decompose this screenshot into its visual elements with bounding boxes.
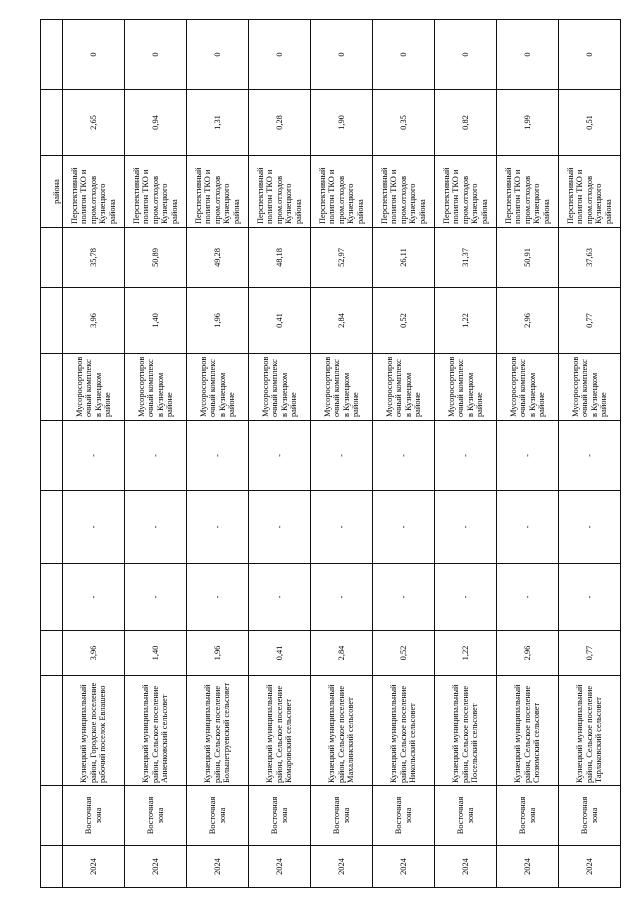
cell-facility-sorting: Мусоросортировочный комплекс в Кузнецком районе	[125, 354, 187, 421]
cell-volume: 0,52	[373, 631, 435, 676]
table-row	[187, 20, 249, 888]
table-row	[311, 20, 373, 888]
cell-empty	[41, 786, 63, 846]
cell-dash: -	[311, 421, 373, 491]
cell-facility-sorting: Мусоросортировочный комплекс в Кузнецком районе	[249, 354, 311, 421]
cell-dash: -	[187, 491, 249, 564]
cell-facility-sorting-volume: 1,96	[187, 288, 249, 354]
cell-empty	[41, 491, 63, 564]
cell-facility-landfill: Перспективный полигон ТКО и пром.отходов Кузнецкого района	[311, 156, 373, 228]
cell-empty	[41, 631, 63, 676]
waste-flow-table	[40, 19, 621, 888]
cell-facility-landfill-volume: 1,90	[311, 90, 373, 156]
cell-year: 2024	[373, 846, 435, 888]
cell-facility-sorting-volume: 0,52	[373, 288, 435, 354]
cell-year: 2024	[435, 846, 497, 888]
cell-zone: Восточная зона	[187, 786, 249, 846]
cell-dash: -	[373, 421, 435, 491]
cell-empty	[41, 20, 63, 90]
cell-facility-sorting-volume: 1,22	[435, 288, 497, 354]
cell-distance: 52,97	[311, 228, 373, 288]
cell-distance: 50,89	[125, 228, 187, 288]
cell-zone: Восточная зона	[373, 786, 435, 846]
cell-dash: -	[249, 491, 311, 564]
cell-facility-sorting: Мусоросортировочный комплекс в Кузнецком районе	[559, 354, 621, 421]
cell-facility-sorting-volume: 0,77	[559, 288, 621, 354]
cell-year: 2024	[559, 846, 621, 888]
cell-empty	[41, 676, 63, 786]
cell-dash: -	[63, 564, 125, 631]
cell-dash: -	[435, 491, 497, 564]
cell-continued-text: района	[41, 156, 63, 228]
cell-year: 2024	[311, 846, 373, 888]
table-row	[63, 20, 125, 888]
cell-facility-sorting: Мусоросортировочный комплекс в Кузнецком районе	[63, 354, 125, 421]
cell-dash: -	[63, 421, 125, 491]
cell-distance: 35,78	[63, 228, 125, 288]
cell-facility-landfill-volume: 0,82	[435, 90, 497, 156]
cell-municipality: Кузнецкий муниципальный район, Сельское поселение Большетруевский сельсовет	[187, 676, 249, 786]
cell-municipality: Кузнецкий муниципальный район, Сельское поселение Посельский сельсовет	[435, 676, 497, 786]
cell-facility-sorting-volume: 2,96	[497, 288, 559, 354]
cell-zone: Восточная зона	[63, 786, 125, 846]
cell-dash: -	[559, 564, 621, 631]
cell-last-value: 0	[435, 20, 497, 90]
cell-facility-landfill: Перспективный полигон ТКО и пром.отходов Кузнецкого района	[497, 156, 559, 228]
cell-distance: 26,11	[373, 228, 435, 288]
cell-facility-landfill: Перспективный полигон ТКО и пром.отходов Кузнецкого района	[63, 156, 125, 228]
cell-empty	[41, 90, 63, 156]
table-row	[125, 20, 187, 888]
cell-volume: 2,84	[311, 631, 373, 676]
cell-facility-landfill-volume: 1,31	[187, 90, 249, 156]
cell-empty	[41, 288, 63, 354]
cell-year: 2024	[497, 846, 559, 888]
cell-dash: -	[311, 491, 373, 564]
cell-zone: Восточная зона	[311, 786, 373, 846]
cell-year: 2024	[125, 846, 187, 888]
cell-facility-landfill-volume: 2,65	[63, 90, 125, 156]
cell-facility-sorting-volume: 0,41	[249, 288, 311, 354]
cell-municipality: Кузнецкий муниципальный район, Городское поселение рабочий поселок Евлашево	[63, 676, 125, 786]
cell-facility-landfill: Перспективный полигон ТКО и пром.отходов Кузнецкого района	[373, 156, 435, 228]
cell-facility-landfill-volume: 0,28	[249, 90, 311, 156]
cell-distance: 49,28	[187, 228, 249, 288]
cell-dash: -	[497, 564, 559, 631]
cell-year: 2024	[187, 846, 249, 888]
rotated-table-wrapper	[40, 20, 620, 888]
cell-dash: -	[63, 491, 125, 564]
cell-empty	[41, 228, 63, 288]
cell-volume: 2,96	[497, 631, 559, 676]
cell-dash: -	[249, 564, 311, 631]
table-row	[435, 20, 497, 888]
cell-dash: -	[311, 564, 373, 631]
cell-zone: Восточная зона	[497, 786, 559, 846]
cell-facility-sorting-volume: 3,96	[63, 288, 125, 354]
cell-year: 2024	[63, 846, 125, 888]
cell-dash: -	[373, 564, 435, 631]
table-row	[249, 20, 311, 888]
cell-facility-sorting: Мусоросортировочный комплекс в Кузнецком районе	[497, 354, 559, 421]
cell-last-value: 0	[497, 20, 559, 90]
cell-facility-landfill-volume: 1,99	[497, 90, 559, 156]
cell-dash: -	[125, 421, 187, 491]
cell-zone: Восточная зона	[559, 786, 621, 846]
table-row-continuation	[41, 20, 63, 888]
cell-facility-landfill-volume: 0,35	[373, 90, 435, 156]
cell-facility-landfill: Перспективный полигон ТКО и пром.отходов Кузнецкого района	[435, 156, 497, 228]
cell-last-value: 0	[187, 20, 249, 90]
cell-municipality: Кузнецкий муниципальный район, Сельское поселение Махалинский сельсовет	[311, 676, 373, 786]
cell-empty	[41, 421, 63, 491]
cell-year: 2024	[249, 846, 311, 888]
cell-volume: 3,96	[63, 631, 125, 676]
cell-dash: -	[187, 564, 249, 631]
cell-volume: 1,40	[125, 631, 187, 676]
cell-facility-landfill: Перспективный полигон ТКО и пром.отходов Кузнецкого района	[559, 156, 621, 228]
cell-dash: -	[187, 421, 249, 491]
cell-facility-sorting-volume: 2,84	[311, 288, 373, 354]
cell-dash: -	[373, 491, 435, 564]
cell-empty	[41, 564, 63, 631]
cell-last-value: 0	[63, 20, 125, 90]
cell-facility-landfill: Перспективный полигон ТКО и пром.отходов Кузнецкого района	[249, 156, 311, 228]
cell-facility-sorting: Мусоросортировочный комплекс в Кузнецком районе	[311, 354, 373, 421]
cell-last-value: 0	[249, 20, 311, 90]
table-row	[559, 20, 621, 888]
cell-municipality: Кузнецкий муниципальный район, Сельское поселение Никольский сельсовет	[373, 676, 435, 786]
cell-volume: 1,96	[187, 631, 249, 676]
cell-volume: 0,77	[559, 631, 621, 676]
cell-dash: -	[249, 421, 311, 491]
cell-dash: -	[559, 421, 621, 491]
cell-dash: -	[125, 491, 187, 564]
cell-volume: 0,41	[249, 631, 311, 676]
table-body	[41, 20, 621, 888]
cell-facility-sorting: Мусоросортировочный комплекс в Кузнецком районе	[373, 354, 435, 421]
cell-dash: -	[497, 421, 559, 491]
cell-dash: -	[497, 491, 559, 564]
cell-facility-sorting-volume: 1,40	[125, 288, 187, 354]
cell-municipality: Кузнецкий муниципальный район, Сельское поселение Анненковский сельсовет	[125, 676, 187, 786]
cell-zone: Восточная зона	[125, 786, 187, 846]
cell-distance: 48,18	[249, 228, 311, 288]
cell-dash: -	[559, 491, 621, 564]
cell-zone: Восточная зона	[249, 786, 311, 846]
cell-municipality: Кузнецкий муниципальный район, Сельское поселение Тарлаковский сельсовет	[559, 676, 621, 786]
cell-last-value: 0	[311, 20, 373, 90]
cell-facility-sorting: Мусоросортировочный комплекс в Кузнецком районе	[435, 354, 497, 421]
cell-facility-landfill-volume: 0,51	[559, 90, 621, 156]
cell-volume: 1,22	[435, 631, 497, 676]
cell-facility-landfill: Перспективный полигон ТКО и пром.отходов Кузнецкого района	[125, 156, 187, 228]
cell-last-value: 0	[125, 20, 187, 90]
cell-empty	[41, 846, 63, 888]
cell-facility-landfill: Перспективный полигон ТКО и пром.отходов Кузнецкого района	[187, 156, 249, 228]
cell-dash: -	[435, 421, 497, 491]
cell-facility-sorting: Мусоросортировочный комплекс в Кузнецком районе	[187, 354, 249, 421]
cell-last-value: 0	[373, 20, 435, 90]
cell-distance: 37,63	[559, 228, 621, 288]
cell-dash: -	[125, 564, 187, 631]
table-row	[373, 20, 435, 888]
cell-zone: Восточная зона	[435, 786, 497, 846]
cell-empty	[41, 354, 63, 421]
cell-municipality: Кузнецкий муниципальный район, Сельское поселение Сюзюмский сельсовет	[497, 676, 559, 786]
cell-dash: -	[435, 564, 497, 631]
table-row	[497, 20, 559, 888]
cell-distance: 50,91	[497, 228, 559, 288]
cell-last-value: 0	[559, 20, 621, 90]
cell-municipality: Кузнецкий муниципальный район, Сельское поселение Комаровский сельсовет	[249, 676, 311, 786]
cell-facility-landfill-volume: 0,94	[125, 90, 187, 156]
cell-distance: 31,37	[435, 228, 497, 288]
